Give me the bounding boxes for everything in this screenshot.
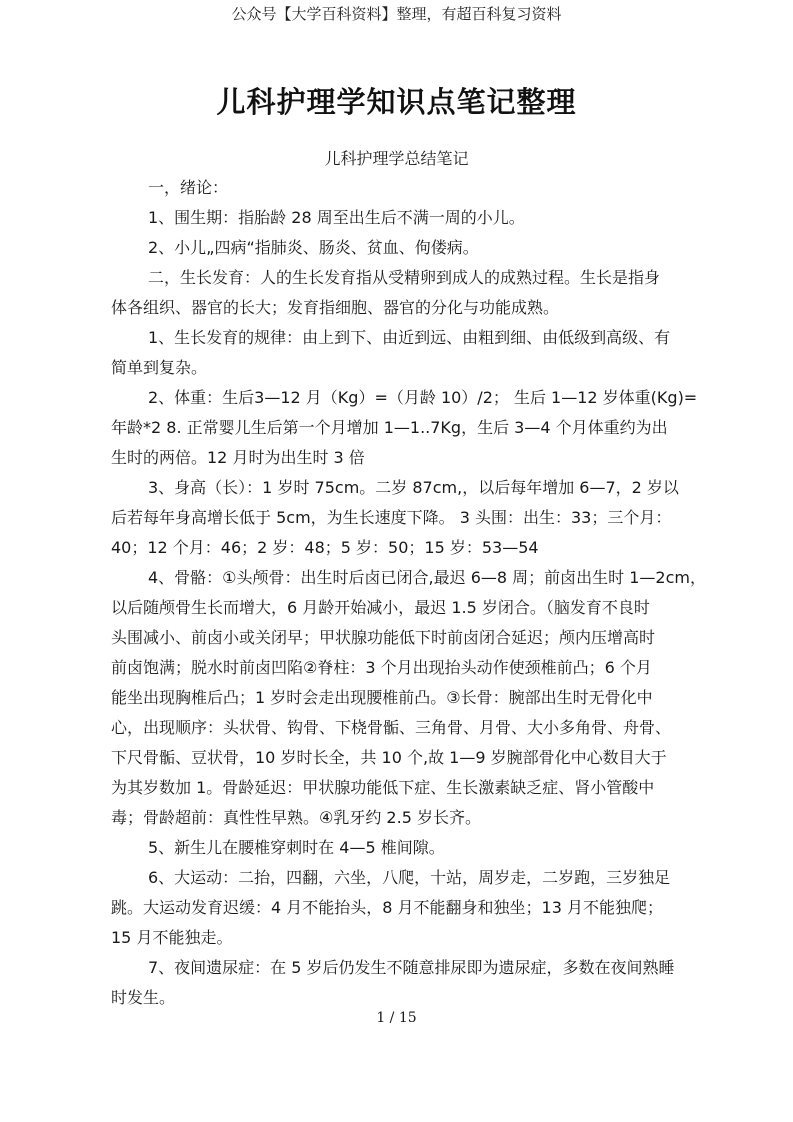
text-line: 时发生。 — [111, 988, 176, 1007]
text-line: 7、夜间遗尿症：在 5 岁后仍发生不随意排尿即为遗尿症，多数在夜间熟睡 — [148, 958, 675, 977]
document-subtitle: 儿科护理学总结笔记 — [324, 149, 469, 168]
text-line: 能坐出现胸椎后凸；1 岁时会走出现腰椎前凸。③长骨：腕部出生时无骨化中 — [111, 688, 653, 707]
text-line: 以后随颅骨生长而增大，6 月龄开始减小，最迟 1.5 岁闭合。（脑发育不良时 — [111, 598, 650, 617]
text-line: 一，绪论： — [148, 178, 229, 197]
text-line: 5、新生儿在腰椎穿刺时在 4—5 椎间隙。 — [148, 838, 445, 857]
text-line: 1、生长发育的规律：由上到下、由近到远、由粗到细、由低级到高级、有 — [148, 328, 671, 347]
text-line: 为其岁数加 1。骨龄延迟：甲状腺功能低下症、生长激素缺乏症、肾小管酸中 — [111, 778, 655, 797]
text-line: 生时的两倍。12 月时为出生时 3 倍 — [111, 448, 365, 467]
text-line: 6、大运动：二抬，四翻，六坐，八爬，十站，周岁走，二岁跑，三岁独足 — [148, 868, 671, 887]
text-line: 3、身高（长）：1 岁时 75cm。二岁 87cm,，以后每年增加 6—7，2 岁以 — [148, 478, 679, 497]
text-line: 简单到复杂。 — [111, 358, 208, 377]
text-line: 年龄*2 8. 正常婴儿生后第一个月增加 1—1..7Kg，生后 3—4 个月体重约为出 — [111, 418, 668, 437]
document-title: 儿科护理学知识点笔记整理 — [216, 85, 577, 119]
text-line: 2、小儿„四病“指肺炎、肠炎、贫血、佝偻病。 — [148, 238, 479, 257]
text-line: 40；12 个月：46；2 岁：48；5 岁：50；15 岁：53—54 — [111, 538, 539, 557]
text-line: 头围减小、前卤小或关闭早；甲状腺功能低下时前卤闭合延迟；颅内压增高时 — [111, 628, 656, 647]
page-number: 1 / 15 — [376, 1010, 417, 1026]
text-line: 二，生长发育：人的生长发育指从受精卵到成人的成熟过程。生长是指身 — [148, 268, 661, 287]
page-header: 公众号【大学百科资料】整理，有超百科复习资料 — [231, 5, 562, 23]
text-line: 跳。大运动发育迟缓：4 月不能抬头，8 月不能翻身和独坐；13 月不能独爬； — [111, 898, 663, 917]
text-line: 体各组织、器官的长大；发育指细胞、器官的分化与功能成熟。 — [111, 298, 560, 317]
text-line: 4、骨骼：①头颅骨：出生时后卤已闭合,最迟 6—8 周；前卤出生时 1—2cm， — [148, 568, 706, 587]
text-line: 后若每年身高增长低于 5cm，为生长速度下降。 3 头围：出生：33；三个月： — [111, 508, 672, 527]
text-line: 下尺骨骺、豆状骨，10 岁时长全，共 10 个,故 1—9 岁腕部骨化中心数目大于 — [111, 748, 667, 767]
text-line: 前卤饱满；脱水时前卤凹陷②脊柱：3 个月出现抬头动作使颈椎前凸；6 个月 — [111, 658, 652, 677]
text-line: 1、围生期：指胎龄 28 周至出生后不满一周的小儿。 — [148, 208, 525, 227]
text-line: 心，出现顺序：头状骨、钩骨、下桡骨骺、三角骨、月骨、大小多角骨、舟骨、 — [111, 718, 672, 737]
text-line: 2、体重：生后3—12 月（Kg）=（月龄 10）/2； 生后 1—12 岁体重(Kg)= — [148, 388, 698, 407]
document-body — [111, 173, 706, 1013]
text-line: 15 月不能独走。 — [111, 928, 233, 947]
text-line: 毒；骨龄超前：真性性早熟。④乳牙约 2.5 岁长齐。 — [111, 808, 481, 827]
